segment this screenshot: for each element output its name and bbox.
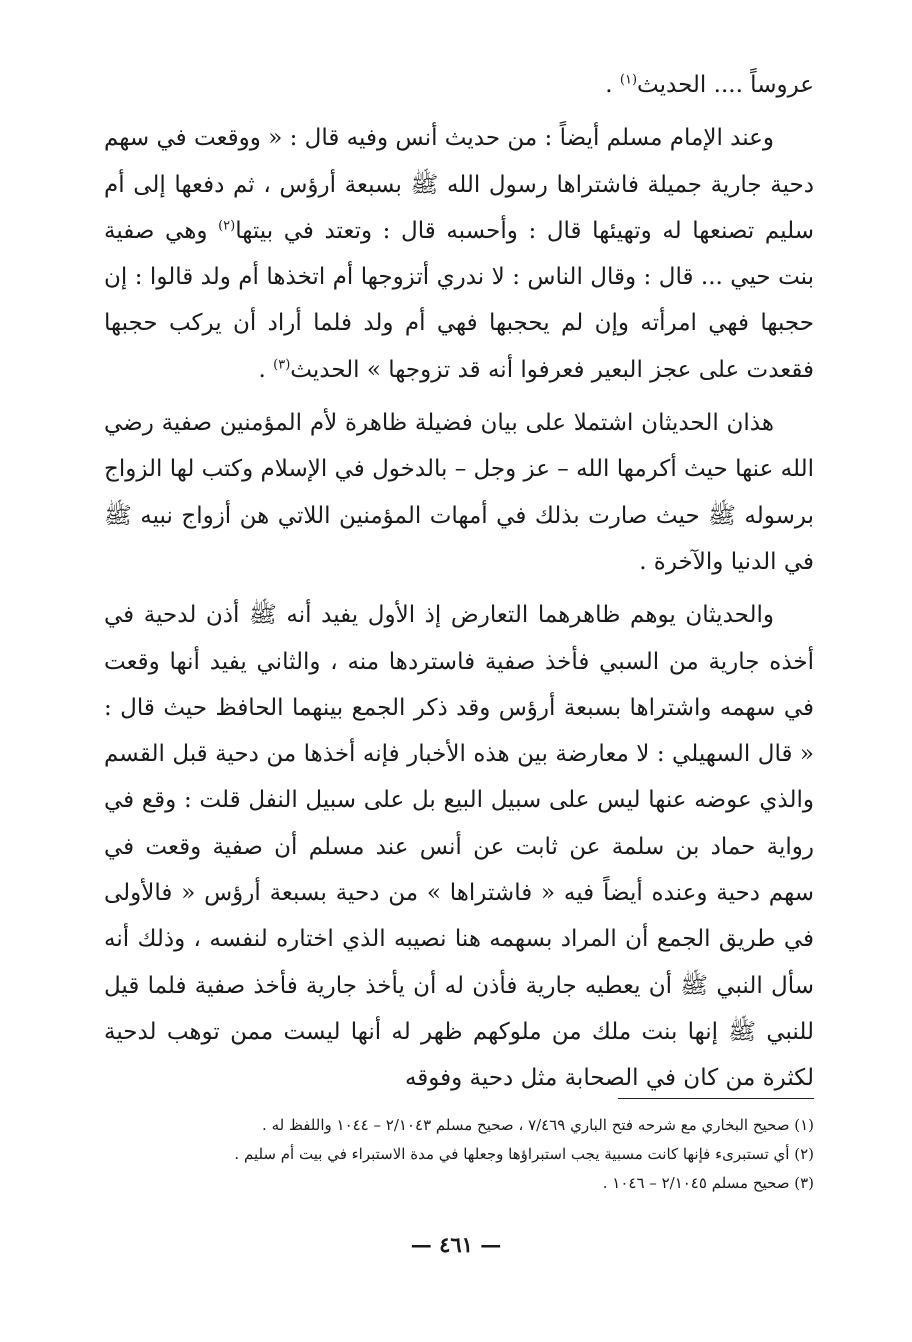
page-number: — ٤٦١ — [410,1232,502,1257]
footnote-1: (١) صحيح البخاري مع شرحه فتح الباري ٧/٤٦٩ ، صحيح مسلم ٢/١٠٤٣ – ١٠٤٤ واللفظ له . [262,1116,814,1134]
paragraph-4: والحديثان يوهم ظاهرهما التعارض إذ الأول يفيد أنه ﷺ أذن لدحية في أخذه جارية من السبي فأخذ صفية فاستردها منه ، والثاني يفيد أنها وقعت في سهمه واشتراها بسبعة أرؤس وقد ذكر الجمع بينهما الحافظ حيث قال : « قال السهيلي : لا معارضة بين هذه الأخبار فإنه أخذها من دحية قبل القسم والذي عوضه عنها ليس على سبيل البيع بل على سبيل النفل قلت : وقع في رواية حماد بن سلمة عن ثابت عن أنس عند مسلم أن صفية وقعت في سهم دحية وعنده أيضاً فيه « فاشتراها » من دحية بسبعة أرؤس « فالأولى في طريق الجمع أن المراد بسهمه هنا نصيبه الذي اختاره لنفسه ، وذلك أنه سأل النبي ﷺ أن يعطيه جارية فأذن له أن يأخذ جارية فأخذ صفية فلما قيل للنبي ﷺ إنها بنت ملك من ملوكهم ظهر له أنها ليست ممن توهب لدحية لكثرة من كان في الصحابة مثل دحية وفوقه [104,602,814,1092]
footnote-divider [618,1098,814,1099]
main-text [104,62,814,1102]
footnote-ref-3[interactable]: (٣) [273,357,291,373]
paragraph-2-end: . [258,356,274,383]
footnote-ref-2[interactable]: (٢) [218,218,236,234]
footnote-3: (٣) صحيح مسلم ٢/١٠٤٥ – ١٠٤٦ . [602,1174,814,1192]
paragraph-2 [104,115,814,393]
paragraph-2-middle: وهي صفية بنت حيي ... قال : وقال الناس : لا ندري أتزوجها أم اتخذها أم ولد قالوا : إن حجبها فهي امرأته وإن لم يحجبها فهي أم ولد فلما أراد أن يركب حجبها فقعدت على عجز البعير فعرفوا أنه قد تزوجها » الحديث [104,217,814,383]
paragraph-2-text: وعند الإمام مسلم أيضاً : من حديث أنس وفيه قال : « ووقعت في سهم دحية جارية جميلة فاشتراها رسول الله ﷺ بسبعة أرؤس ، ثم دفعها إلى أم سليم تصنعها له وتهيئها قال : وأحسبه قال : وتعتد في بيتها [104,125,815,244]
footnote-2: (٢) أي تستبرىء فإنها كانت مسبية يجب استبراؤها وجعلها في مدة الاستبراء في بيت أم سليم . [234,1145,814,1163]
paragraph-1-end: . [605,72,620,98]
footnote-ref-1[interactable]: (١) [619,72,638,88]
paragraph-1 [104,62,814,108]
paragraph-1-text: عروساً .... الحديث [637,72,814,98]
footnotes [104,1111,814,1198]
paragraph-3: هذان الحديثان اشتملا على بيان فضيلة ظاهرة لأم المؤمنين صفية رضي الله عنها حيث أكرمها الله – عز وجل – بالدخول في الإسلام وكتب لها الزواج برسوله ﷺ حيث صارت بذلك في أمهات المؤمنين اللاتي هن أزواج نبيه ﷺ في الدنيا والآخرة . [103,410,814,575]
